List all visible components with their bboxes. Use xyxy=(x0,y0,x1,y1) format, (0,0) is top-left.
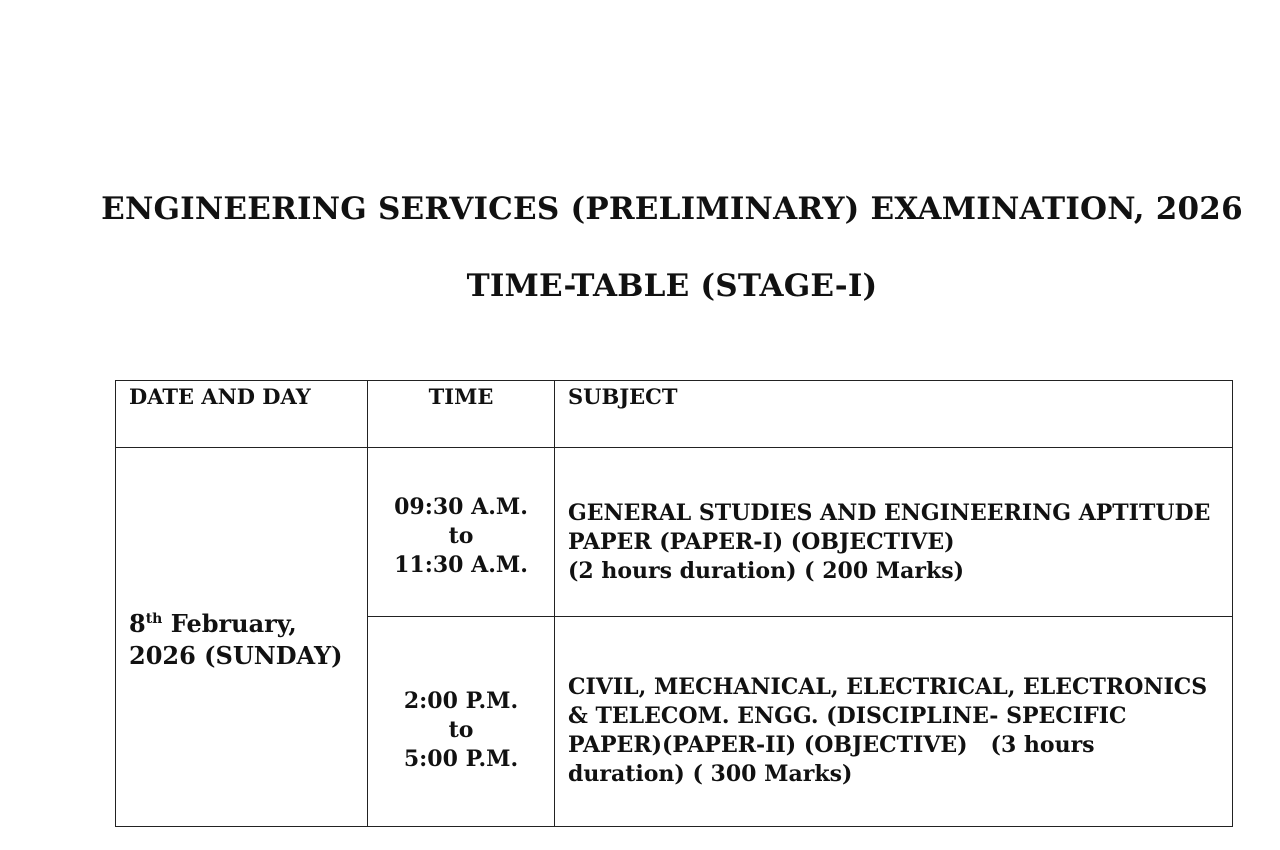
table-row xyxy=(116,448,1233,617)
subject-line: PAPER)(PAPER-II) (OBJECTIVE) (3 hours xyxy=(568,731,1095,758)
date-month: February, xyxy=(162,609,297,638)
subject-line: CIVIL, MECHANICAL, ELECTRICAL, ELECTRONICS xyxy=(568,673,1208,700)
date-day-number: 8 xyxy=(129,609,146,638)
time-end: 11:30 A.M. xyxy=(394,551,528,578)
document-subtitle: TIME-TABLE (STAGE-I) xyxy=(466,268,878,304)
date-year-day: 2026 (SUNDAY) xyxy=(129,641,343,670)
time-end: 5:00 P.M. xyxy=(403,746,519,772)
time-start: 09:30 A.M. xyxy=(394,493,528,520)
subject-cell-paper-2 xyxy=(555,617,1233,827)
timetable xyxy=(115,380,1233,827)
time-cell-paper-1 xyxy=(368,448,555,617)
date-cell xyxy=(116,448,368,827)
time-separator: to xyxy=(448,522,474,549)
header-subject: SUBJECT xyxy=(555,381,1233,448)
subject-line: & TELECOM. ENGG. (DISCIPLINE- SPECIFIC xyxy=(568,702,1127,729)
subject-line: GENERAL STUDIES AND ENGINEERING APTITUDE xyxy=(568,499,1211,526)
header-time: TIME xyxy=(368,381,555,448)
table-header-row xyxy=(116,381,1233,448)
subject-line: PAPER (PAPER-I) (OBJECTIVE) xyxy=(568,528,955,555)
header-date-and-day: DATE AND DAY xyxy=(116,381,368,448)
time-start: 2:00 P.M. xyxy=(403,688,519,714)
subject-line: duration) ( 300 Marks) xyxy=(568,760,853,787)
date-day-suffix: th xyxy=(145,611,163,627)
document-title: ENGINEERING SERVICES (PRELIMINARY) EXAMINATION, 2026 xyxy=(101,191,1243,227)
subject-cell-paper-1 xyxy=(555,448,1233,617)
time-separator: to xyxy=(448,717,474,743)
subject-line: (2 hours duration) ( 200 Marks) xyxy=(568,557,965,584)
time-cell-paper-2 xyxy=(368,617,555,827)
